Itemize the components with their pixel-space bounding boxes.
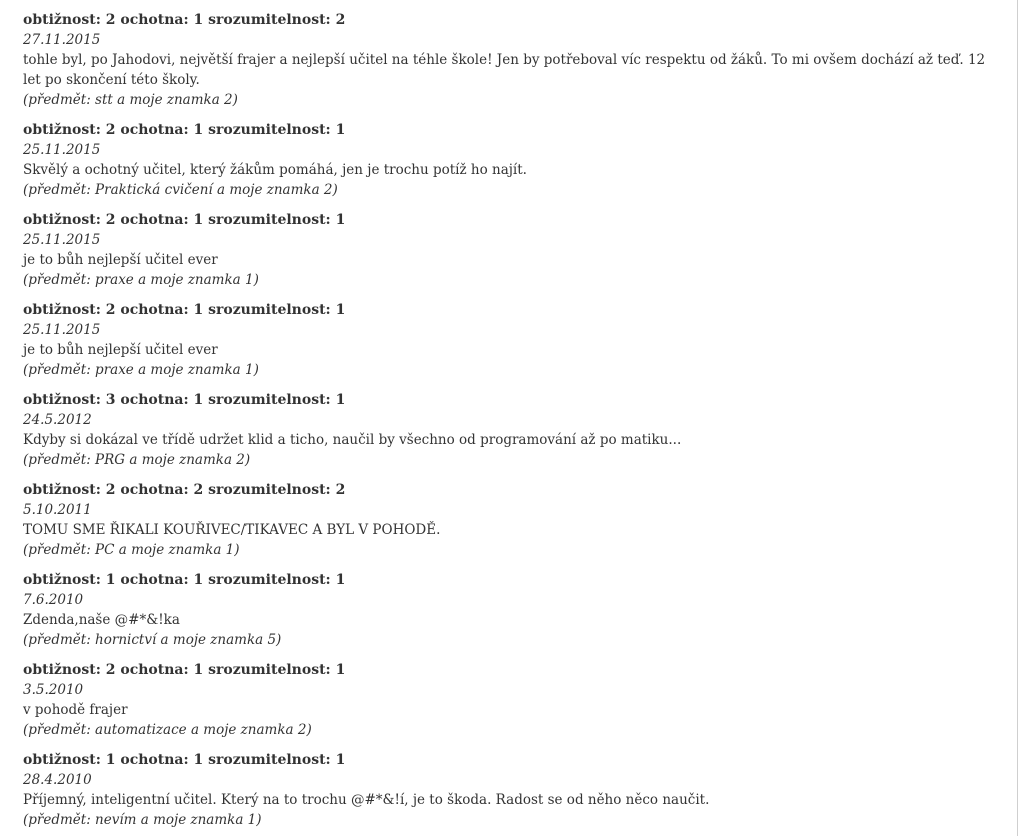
- review-rating: obtižnost: 2 ochotna: 1 srozumitelnost: 2: [23, 12, 346, 28]
- review-date: 25.11.2015: [23, 232, 101, 248]
- review-rating: obtižnost: 2 ochotna: 1 srozumitelnost: 1: [23, 122, 346, 138]
- review-rating: obtižnost: 2 ochotna: 1 srozumitelnost: 1: [23, 212, 346, 228]
- review-subject: (předmět: praxe a moje znamka 1): [23, 272, 259, 288]
- review-item: [23, 300, 995, 390]
- review-date: 3.5.2010: [23, 682, 84, 698]
- review-item: [23, 390, 995, 480]
- review-date: 27.11.2015: [23, 32, 101, 48]
- review-text: je to bůh nejlepší učitel ever: [23, 342, 218, 358]
- review-date: 7.6.2010: [23, 592, 84, 608]
- review-list: [23, 10, 995, 840]
- review-subject: (předmět: nevím a moje znamka 1): [23, 812, 262, 828]
- review-rating: obtižnost: 1 ochotna: 1 srozumitelnost: 1: [23, 752, 346, 768]
- review-rating: obtižnost: 2 ochotna: 2 srozumitelnost: 2: [23, 482, 346, 498]
- review-subject: (předmět: praxe a moje znamka 1): [23, 362, 259, 378]
- review-rating: obtižnost: 2 ochotna: 1 srozumitelnost: 1: [23, 662, 346, 678]
- review-text: Skvělý a ochotný učitel, který žákům pomáhá, jen je trochu potíž ho najít.: [23, 162, 527, 178]
- review-subject: (předmět: automatizace a moje znamka 2): [23, 722, 312, 738]
- review-rating: obtižnost: 3 ochotna: 1 srozumitelnost: 1: [23, 392, 346, 408]
- review-item: [23, 660, 995, 750]
- review-date: 25.11.2015: [23, 322, 101, 338]
- review-text: tohle byl, po Jahodovi, největší frajer a nejlepší učitel na téhle škole! Jen by potřeboval víc respektu od žáků. To mi ovšem dochází až teď. 12 let po skončení této školy.: [23, 52, 986, 88]
- review-date: 28.4.2010: [23, 772, 92, 788]
- review-item: [23, 10, 995, 120]
- review-item: [23, 480, 995, 570]
- review-subject: (předmět: Praktická cvičení a moje znamka 2): [23, 182, 338, 198]
- review-text: TOMU SME ŘIKALI KOUŘIVEC/TIKAVEC A BYL V POHODĚ.: [23, 522, 441, 538]
- review-item: [23, 120, 995, 210]
- review-item: [23, 210, 995, 300]
- review-rating: obtižnost: 1 ochotna: 1 srozumitelnost: 1: [23, 572, 346, 588]
- review-item: [23, 750, 995, 840]
- review-text: Příjemný, inteligentní učitel. Který na to trochu @#*&!í, je to škoda. Radost se od něho něco naučit.: [23, 792, 710, 808]
- review-text: je to bůh nejlepší učitel ever: [23, 252, 218, 268]
- review-rating: obtižnost: 2 ochotna: 1 srozumitelnost: 1: [23, 302, 346, 318]
- review-subject: (předmět: stt a moje znamka 2): [23, 92, 238, 108]
- review-subject: (předmět: PRG a moje znamka 2): [23, 452, 251, 468]
- review-text: Zdenda,naše @#*&!ka: [23, 612, 180, 628]
- review-text: v pohodě frajer: [23, 702, 128, 718]
- review-subject: (předmět: PC a moje znamka 1): [23, 542, 240, 558]
- review-date: 5.10.2011: [23, 502, 92, 518]
- review-date: 25.11.2015: [23, 142, 101, 158]
- review-date: 24.5.2012: [23, 412, 92, 428]
- review-item: [23, 570, 995, 660]
- review-subject: (předmět: hornictví a moje znamka 5): [23, 632, 282, 648]
- review-text: Kdyby si dokázal ve třídě udržet klid a ticho, naučil by všechno od programování až po matiku...: [23, 432, 682, 448]
